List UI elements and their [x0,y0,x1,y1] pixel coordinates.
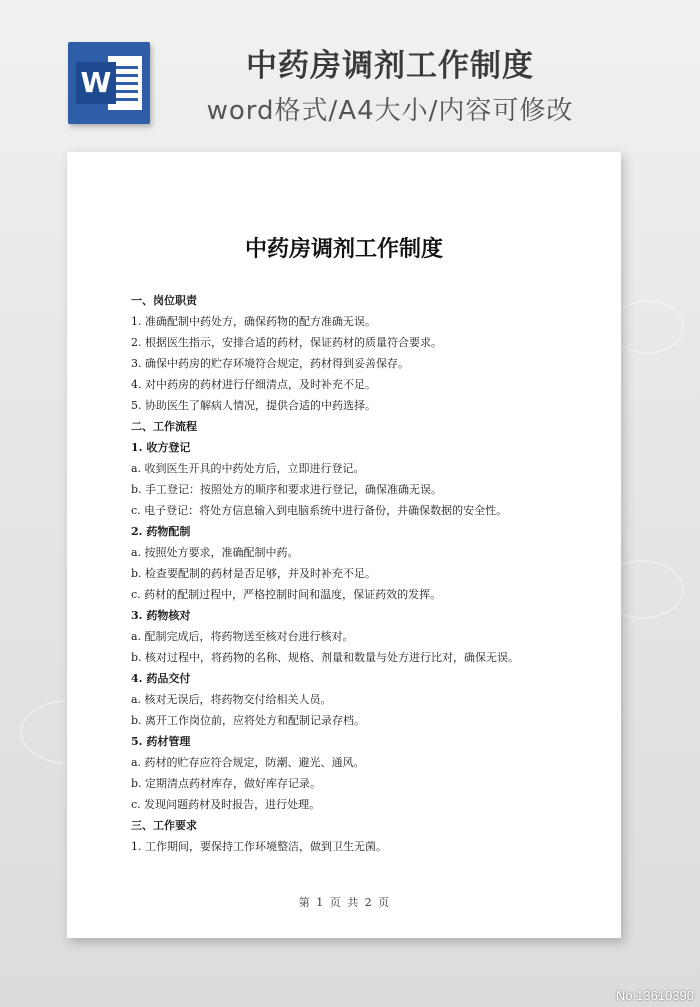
page-number-footer: 第 1 页 共 2 页 [298,896,390,909]
image-id-label: No:13610390 [615,988,694,1003]
paragraph-line: b. 离开工作岗位前，应将处方和配制记录存档。 [131,714,366,727]
paragraph-line: 3. 确保中药房的贮存环境符合规定，药材得到妥善保存。 [131,357,409,370]
paragraph-line: 5. 协助医生了解病人情况，提供合适的中药选择。 [131,399,376,412]
watermark-swirl [610,300,684,354]
document-body [131,290,591,857]
document-page [67,152,621,938]
paragraph-line: a. 药材的贮存应符合规定，防潮、避光、通风。 [131,756,365,769]
header-subtitle: word格式/A4大小/内容可修改 [206,96,574,126]
section-heading: 三、工作要求 [131,819,197,832]
paragraph-line: a. 按照处方要求，准确配制中药。 [131,546,299,559]
word-logo-letter: W [76,62,116,104]
paragraph-line: a. 配制完成后，将药物送至核对台进行核对。 [131,630,354,643]
paragraph-line: 1. 工作期间，要保持工作环境整洁，做到卫生无菌。 [131,840,387,853]
paragraph-line: 4. 对中药房的药材进行仔细清点，及时补充不足。 [131,378,376,391]
paragraph-line: 2. 根据医生指示，安排合适的药材，保证药材的质量符合要求。 [131,336,442,349]
section-heading: 3. 药物核对 [131,609,191,622]
paragraph-line: b. 检查要配制的药材是否足够，并及时补充不足。 [131,567,377,580]
section-heading: 5. 药材管理 [131,735,191,748]
header-title: 中药房调剂工作制度 [246,48,534,84]
word-document-icon [68,42,150,124]
section-heading: 二、工作流程 [131,420,197,433]
paragraph-line: c. 药材的配制过程中，严格控制时间和温度，保证药效的发挥。 [131,588,442,601]
paragraph-line: b. 手工登记：按照处方的顺序和要求进行登记，确保准确无误。 [131,483,443,496]
paragraph-line: b. 核对过程中，将药物的名称、规格、剂量和数量与处方进行比对，确保无误。 [131,651,520,664]
paragraph-line: 1. 准确配制中药处方，确保药物的配方准确无误。 [131,315,376,328]
document-title: 中药房调剂工作制度 [244,236,443,262]
section-heading: 4. 药品交付 [131,672,191,685]
paragraph-line: a. 核对无误后，将药物交付给相关人员。 [131,693,332,706]
header-banner [0,0,700,150]
paragraph-line: c. 发现问题药材及时报告，进行处理。 [131,798,321,811]
paragraph-line: c. 电子登记：将处方信息输入到电脑系统中进行备份，并确保数据的安全性。 [131,504,508,517]
section-heading: 2. 药物配制 [131,525,191,538]
paragraph-line: b. 定期清点药材库存，做好库存记录。 [131,777,322,790]
paragraph-line: a. 收到医生开具的中药处方后，立即进行登记。 [131,462,365,475]
section-heading: 一、岗位职责 [131,294,197,307]
section-heading: 1. 收方登记 [131,441,191,454]
